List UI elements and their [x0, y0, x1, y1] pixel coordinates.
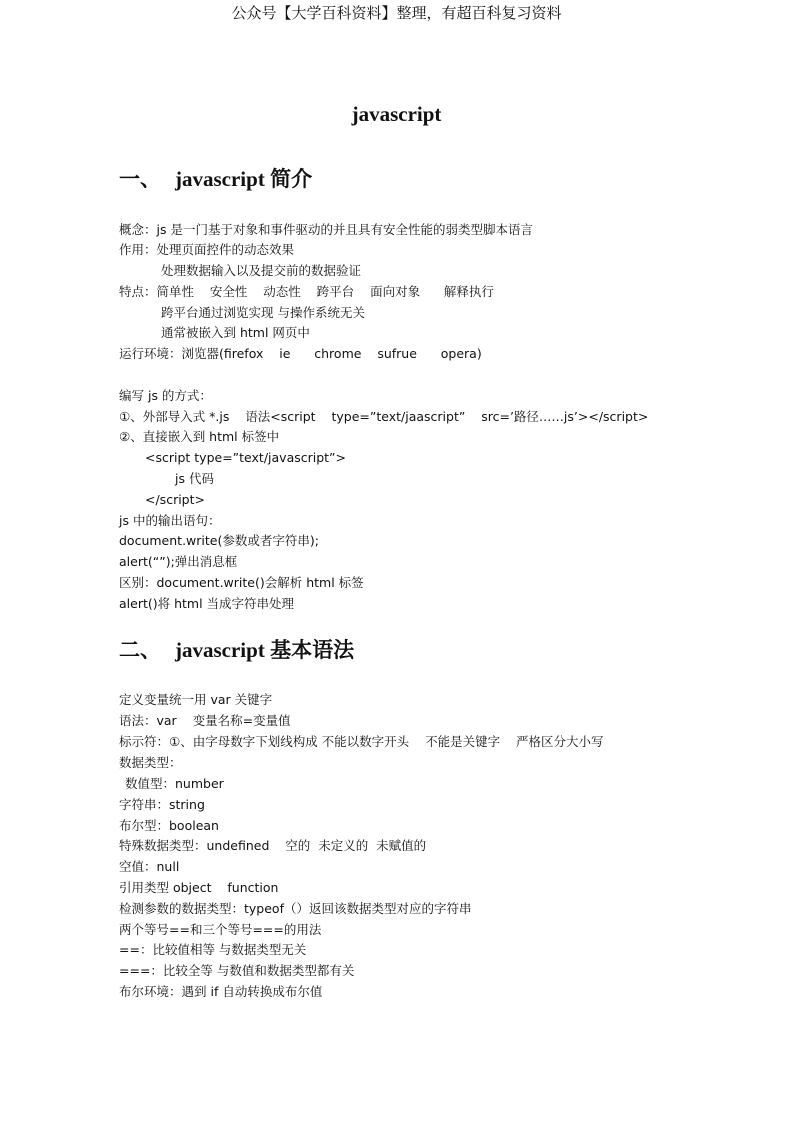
- text-line: 特点：简单性 安全性 动态性 跨平台 面向对象 解释执行: [119, 284, 494, 299]
- text-line: 运行环境：浏览器(firefox ie chrome sufrue opera): [119, 346, 482, 361]
- text-line: ==：比较值相等 与数据类型无关: [119, 942, 307, 957]
- text-line: 编写 js 的方式：: [119, 388, 212, 403]
- text-line: 标示符：①、由字母数字下划线构成 不能以数字开头 不能是关键字 严格区分大小写: [119, 734, 604, 749]
- text-line: 处理数据输入以及提交前的数据验证: [161, 263, 362, 278]
- section-heading-syntax: [119, 634, 354, 664]
- text-line: js 中的输出语句：: [119, 513, 221, 528]
- section-number: 二、: [119, 638, 161, 662]
- text-line: ②、直接嵌入到 html 标签中: [119, 429, 280, 444]
- text-line: 引用类型 object function: [119, 880, 279, 895]
- text-line: ===：比较全等 与数值和数据类型都有关: [119, 963, 355, 978]
- text-line: 作用：处理页面控件的动态效果: [119, 242, 295, 257]
- text-line: 通常被嵌入到 html 网页中: [161, 325, 310, 340]
- page-header: 公众号【大学百科资料】整理，有超百科复习资料: [231, 4, 562, 22]
- text-line: 特殊数据类型：undefined 空的 未定义的 未赋值的: [119, 838, 427, 853]
- section-title: javascript 简介: [175, 167, 313, 191]
- text-line: 定义变量统一用 var 关键字: [119, 692, 273, 707]
- text-line: 跨平台通过浏览实现 与操作系统无关: [161, 305, 365, 320]
- text-line: 布尔型：boolean: [119, 818, 219, 833]
- text-line: 检测参数的数据类型：typeof（）返回该数据类型对应的字符串: [119, 901, 472, 916]
- document-title: javascript: [351, 102, 442, 126]
- text-line: document.write(参数或者字符串);: [119, 533, 319, 548]
- section-title: javascript 基本语法: [175, 638, 355, 662]
- section-heading-intro: [119, 163, 312, 193]
- section-number: 一、: [119, 167, 161, 191]
- text-line: alert(“”);弹出消息框: [119, 554, 238, 569]
- text-line: ①、外部导入式 *.js 语法<script type=”text/jaascript” src=’路径……js’></script>: [119, 409, 649, 424]
- text-line: 空值：null: [119, 859, 180, 874]
- text-line: 布尔环境：遇到 if 自动转换成布尔值: [119, 984, 323, 999]
- code-line: js 代码: [175, 471, 214, 486]
- code-line: </script>: [145, 492, 205, 507]
- text-line: 概念：js 是一门基于对象和事件驱动的并且具有安全性能的弱类型脚本语言: [119, 222, 533, 237]
- text-line: 数据类型：: [119, 755, 182, 770]
- text-line: 两个等号==和三个等号===的用法: [119, 922, 322, 937]
- text-line: 区别：document.write()会解析 html 标签: [119, 575, 364, 590]
- text-line: alert()将 html 当成字符串处理: [119, 596, 295, 611]
- text-line: 数值型：number: [125, 776, 224, 791]
- text-line: 语法：var 变量名称=变量值: [119, 713, 291, 728]
- text-line: 字符串：string: [119, 797, 205, 812]
- code-line: <script type=”text/javascript”>: [145, 450, 347, 465]
